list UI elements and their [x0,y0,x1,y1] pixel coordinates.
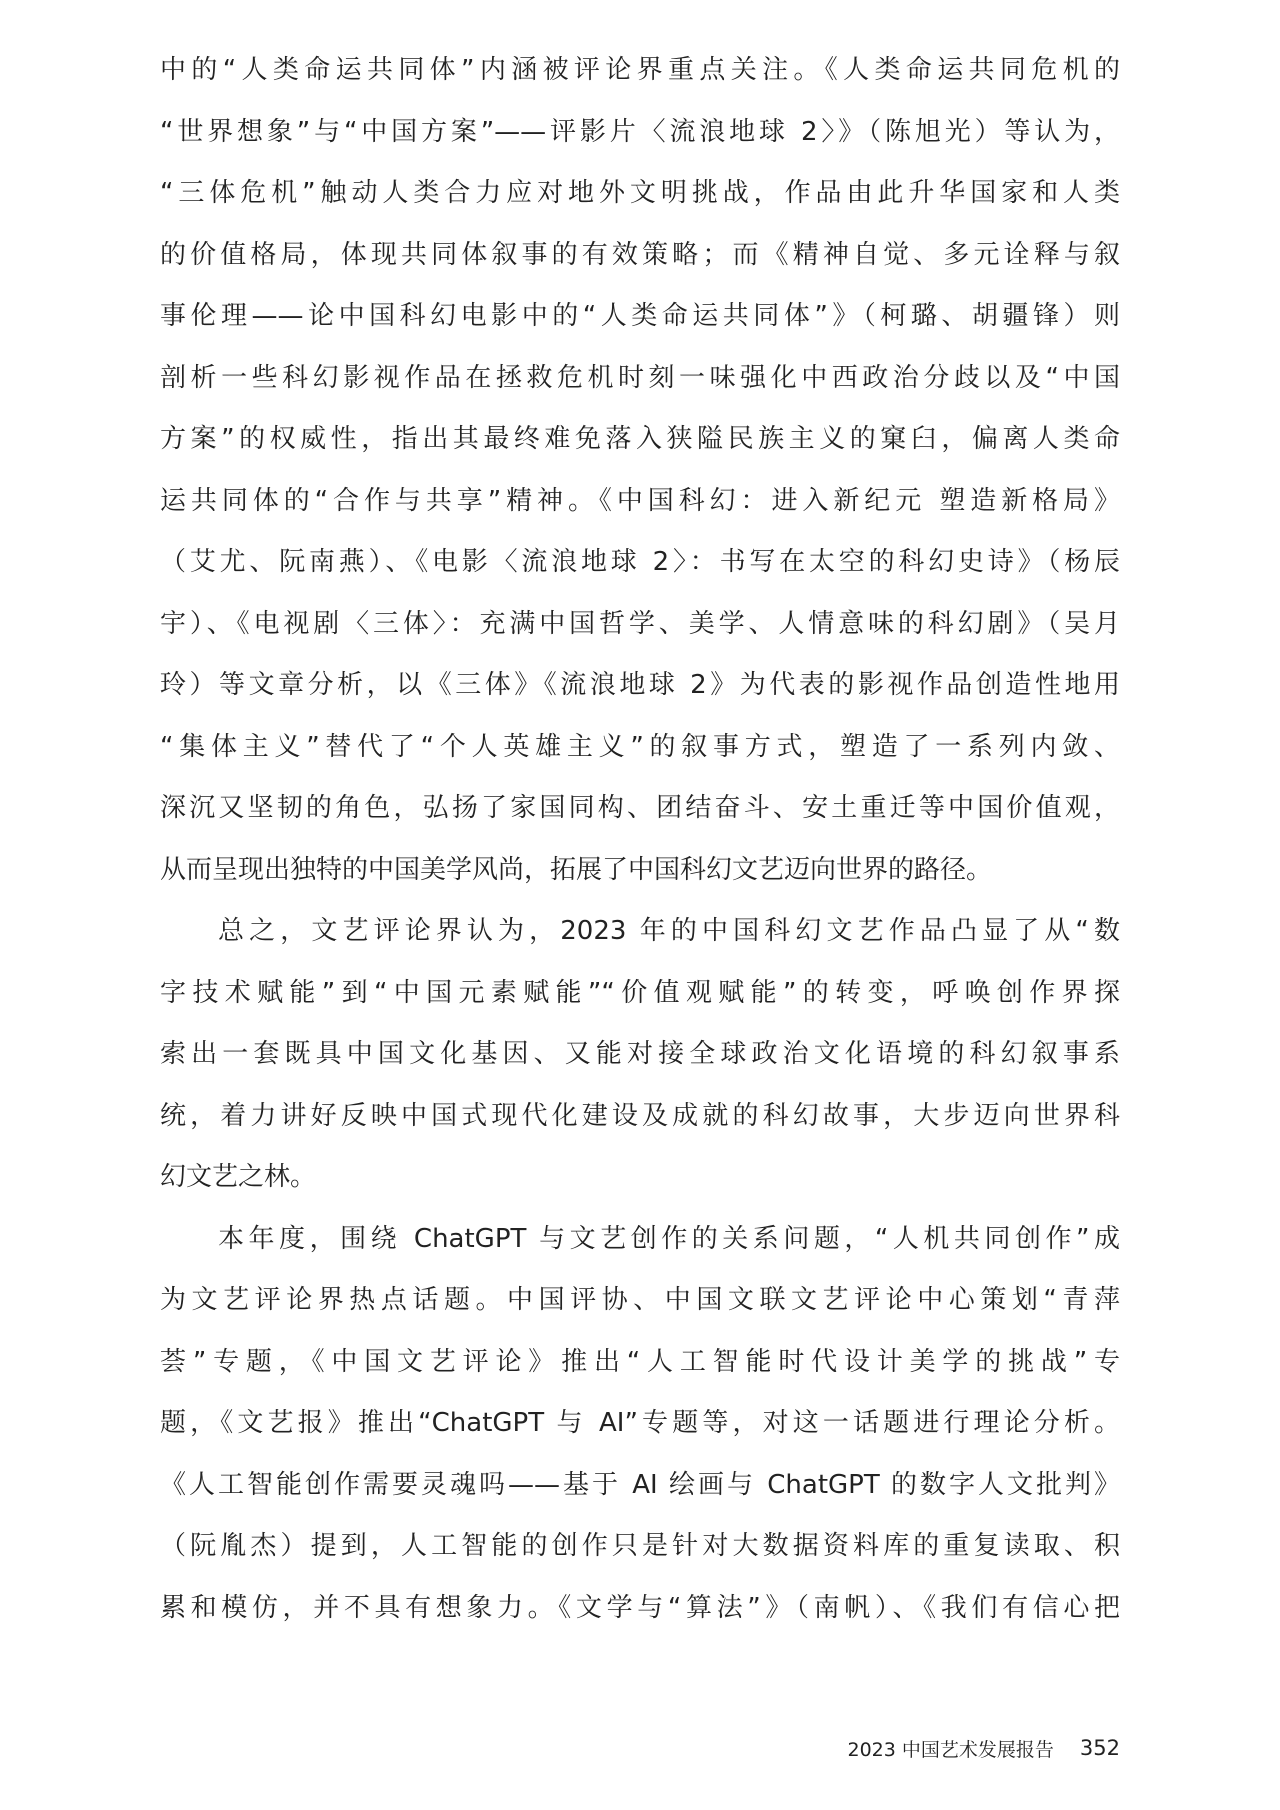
text-line: 题，《文艺报》推出“ChatGPT 与 AI”专题等，对这一话题进行理论分析。 [160,1408,1120,1438]
text-line: （阮胤杰）提到，人工智能的创作只是针对大数据资料库的重复读取、积 [160,1531,1120,1561]
body-text [160,40,1120,1639]
text-line: 的价值格局，体现共同体叙事的有效策略；而《精神自觉、多元诠释与叙 [160,239,1120,270]
page-number: 352 [1079,1736,1120,1760]
text-line: 玲）等文章分析，以《三体》《流浪地球 2》为代表的影视作品创造性地用 [160,670,1120,700]
text-line-indented: 本年度，围绕 ChatGPT 与文艺创作的关系问题，“人机共同创作”成 [218,1223,1120,1254]
text-line: 索出一套既具中国文化基因、又能对接全球政治文化语境的科幻叙事系 [160,1039,1120,1069]
text-line: 统，着力讲好反映中国式现代化建设及成就的科幻故事，大步迈向世界科 [160,1100,1120,1131]
text-line: 运共同体的“合作与共享”精神。《中国科幻：进入新纪元 塑造新格局》 [160,485,1120,516]
text-line: 字技术赋能”到“中国元素赋能”“价值观赋能”的转变，呼唤创作界探 [160,977,1120,1008]
text-line: 幻文艺之林。 [160,1162,317,1192]
text-line: “集体主义”替代了“个人英雄主义”的叙事方式，塑造了一系列内敛、 [160,731,1120,762]
text-line-indented: 总之，文艺评论界认为，2023 年的中国科幻文艺作品凸显了从“数 [218,916,1120,946]
text-line: （艾尤、阮南燕）、《电影〈流浪地球 2〉：书写在太空的科幻史诗》（杨辰 [160,547,1120,577]
text-line: 深沉又坚韧的角色，弘扬了家国同构、团结奋斗、安土重迁等中国价值观， [160,793,1120,823]
text-line: 《人工智能创作需要灵魂吗——基于 AI 绘画与 ChatGPT 的数字人文批判》 [160,1469,1120,1500]
text-line: 方案”的权威性，指出其最终难免落入狭隘民族主义的窠臼，偏离人类命 [160,424,1120,454]
text-line: 为文艺评论界热点话题。中国评协、中国文联文艺评论中心策划“青萍 [160,1285,1120,1315]
text-line: 剖析一些科幻影视作品在拯救危机时刻一味强化中西政治分歧以及“中国 [160,362,1120,393]
text-line: 从而呈现出独特的中国美学风尚，拓展了中国科幻文艺迈向世界的路径。 [160,854,993,885]
text-line: 事伦理——论中国科幻电影中的“人类命运共同体”》（柯璐、胡疆锋）则 [160,301,1120,331]
page-footer [160,1733,1120,1763]
footer-title: 2023 中国艺术发展报告 [847,1738,1054,1761]
text-line: “世界想象”与“中国方案”——评影片〈流浪地球 2〉》（陈旭光）等认为， [160,116,1120,147]
text-line: “三体危机”触动人类合力应对地外文明挑战，作品由此升华国家和人类 [160,178,1120,208]
text-line: 中的“人类命运共同体”内涵被评论界重点关注。《人类命运共同危机的 [160,55,1120,85]
text-line: 荟”专题，《中国文艺评论》推出“人工智能时代设计美学的挑战”专 [160,1346,1120,1377]
text-line: 宇）、《电视剧〈三体〉：充满中国哲学、美学、人情意味的科幻剧》（吴月 [160,608,1120,639]
text-line: 累和模仿，并不具有想象力。《文学与“算法”》（南帆）、《我们有信心把 [160,1592,1120,1623]
